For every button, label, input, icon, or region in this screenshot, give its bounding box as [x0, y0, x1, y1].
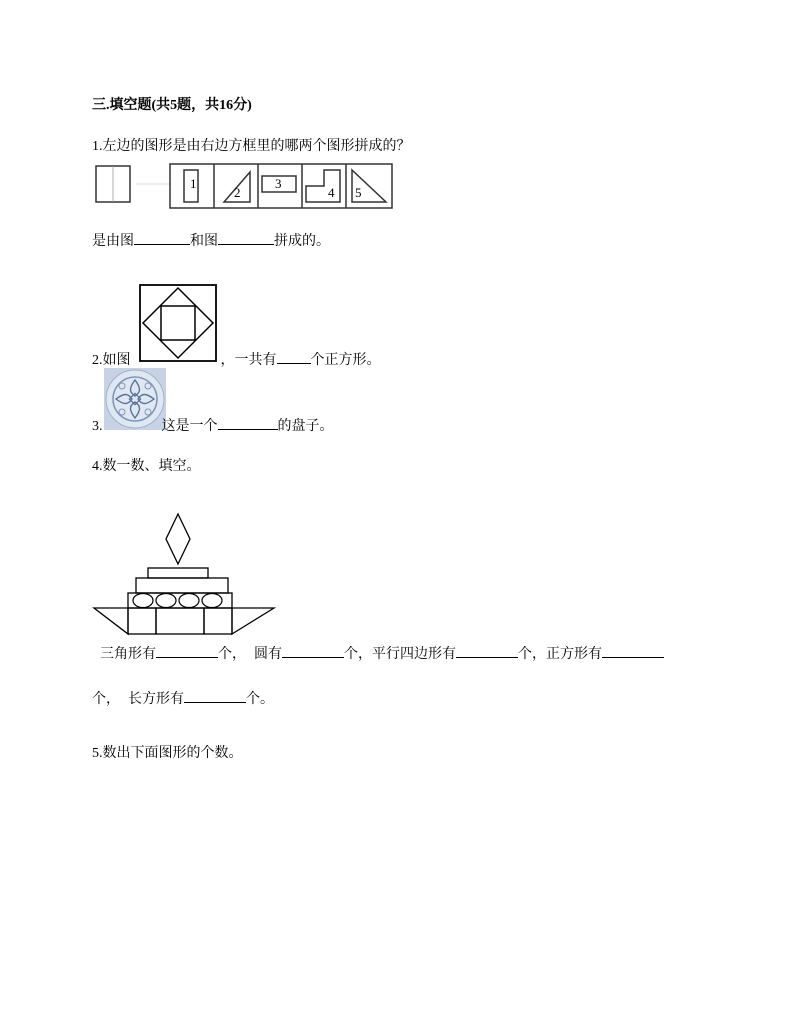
- q4-blank-circle[interactable]: [282, 643, 344, 658]
- q2-diamond: [143, 288, 213, 358]
- q2-prefix: 2.如图: [92, 353, 131, 368]
- q4-boat-window-4: [202, 594, 222, 608]
- q4-circle-label: 圆有: [254, 647, 282, 662]
- q4-boat-window-1: [133, 594, 153, 608]
- q4-boat-hull-square-2: [204, 608, 232, 634]
- q1-prompt: 1.左边的图形是由右边方框里的哪两个图形拼成的？: [92, 139, 411, 154]
- q3-prefix: 3.: [92, 419, 103, 434]
- q4-boat-window-3: [179, 594, 199, 608]
- q4-line-1: [100, 643, 664, 664]
- q4-line-2: [92, 688, 274, 709]
- q1-figure: [92, 162, 394, 210]
- q4-boat-hull-left-triangle: [94, 608, 128, 634]
- q3-text: [92, 415, 334, 436]
- q3-mid: 这是一个: [161, 419, 218, 434]
- q1-piece-5-label: 5: [355, 185, 362, 200]
- q1-answer-suffix: 拼成的。: [274, 234, 330, 249]
- q4-boat-window-2: [156, 594, 176, 608]
- q4-blank-rectangle[interactable]: [184, 688, 246, 703]
- q4-parallelogram-label: 个，平行四边形有: [344, 647, 456, 662]
- q2-text: [92, 349, 381, 370]
- q4-text-ge-3: 个。: [246, 692, 274, 707]
- q3-suffix: 的盘子。: [277, 419, 334, 434]
- q2-blank[interactable]: [277, 349, 311, 364]
- q1-answer-line: [92, 230, 330, 251]
- q1-blank-1[interactable]: [134, 230, 190, 245]
- q4-text-ge-1: 个，: [218, 647, 246, 662]
- q4-boat-hull-right-triangle: [232, 608, 274, 634]
- q4-triangle-label: 三角形有: [100, 647, 156, 662]
- q4-blank-parallelogram[interactable]: [456, 643, 518, 658]
- q1-blank-2[interactable]: [218, 230, 274, 245]
- q4-boat-window-deck: [128, 593, 232, 608]
- q4-prompt: 4.数一数、填空。: [92, 459, 201, 474]
- q1-piece-2-label: 2: [234, 185, 241, 200]
- q4-boat-hull-rect: [156, 608, 204, 634]
- q2-mid: ，一共有: [220, 353, 277, 368]
- q1-piece-3-label: 3: [275, 176, 282, 191]
- q4-square-label: 个，正方形有: [518, 647, 602, 662]
- q1-piece-4-label: 4: [328, 185, 335, 200]
- q4-rectangle-label: 长方形有: [128, 692, 184, 707]
- q5-prompt: 5.数出下面图形的个数。: [92, 746, 243, 761]
- q4-boat-rhombus: [166, 514, 190, 564]
- q1-answer-prefix: 是由图: [92, 234, 134, 249]
- q4-text-ge-2: 个，: [92, 692, 120, 707]
- q4-boat-cabin-middle: [136, 578, 228, 593]
- q2-inner-square: [161, 306, 195, 340]
- q4-boat-cabin-top: [148, 568, 208, 578]
- q4-blank-square[interactable]: [602, 643, 664, 658]
- q3-blank[interactable]: [218, 415, 278, 430]
- q4-blank-triangle[interactable]: [156, 643, 218, 658]
- q1-answer-mid: 和图: [190, 234, 218, 249]
- q4-boat-figure: [92, 512, 276, 636]
- q4-boat-hull-square-1: [128, 608, 156, 634]
- q1-piece-1-label: 1: [190, 176, 197, 191]
- section-title: 三.填空题(共5题，共16分): [92, 98, 252, 113]
- q2-suffix: 个正方形。: [310, 353, 381, 368]
